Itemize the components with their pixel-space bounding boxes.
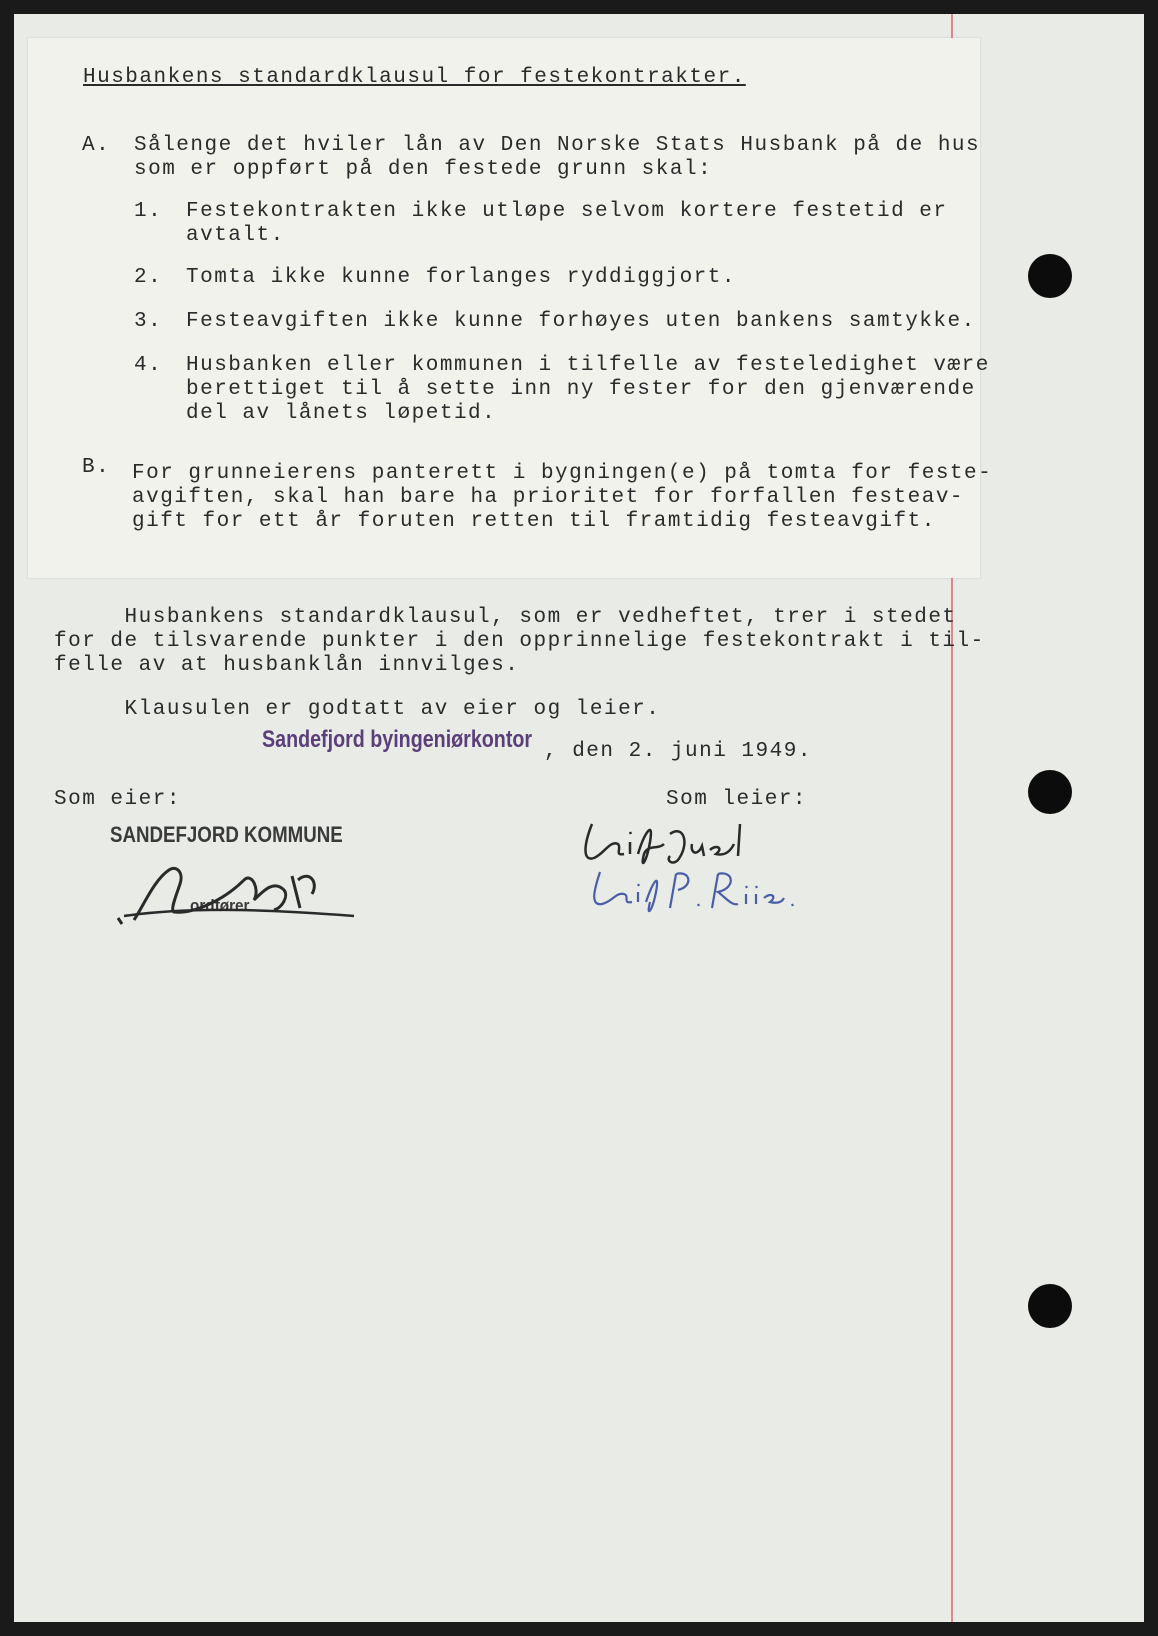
body-paragraph-line: Husbankens standardklausul, som er vedheftet, trer i stedet — [54, 606, 957, 629]
owner-label: Som eier: — [54, 788, 181, 811]
item-number: 1. — [134, 200, 163, 223]
clause-b-label: B. — [82, 456, 111, 479]
clause-a-line: Sålenge det hviler lån av Den Norske Stats Husbank på de hus — [134, 134, 981, 157]
clause-b-line: For grunneierens panterett i bygningen(e) på tomta for feste- — [132, 462, 993, 485]
date-line: , den 2. juni 1949. — [544, 740, 812, 763]
item-text: Festeavgiften ikke kunne forhøyes uten bankens samtykke. — [186, 310, 976, 333]
item-text: del av lånets løpetid. — [186, 402, 497, 425]
item-number: 2. — [134, 266, 163, 289]
document-page — [14, 14, 1144, 1622]
body-paragraph-line: felle av at husbanklån innvilges. — [54, 654, 520, 677]
owner-title-stamp: ordfører — [190, 896, 250, 915]
item-text: avtalt. — [186, 224, 285, 247]
item-text: Husbanken eller kommunen i tilfelle av festeledighet være — [186, 354, 990, 377]
punch-hole — [1028, 770, 1072, 814]
tenant-label: Som leier: — [666, 788, 808, 811]
item-text: Tomta ikke kunne forlanges ryddiggjort. — [186, 266, 736, 289]
item-number: 3. — [134, 310, 163, 333]
place-stamp: Sandefjord byingeniørkontor — [262, 726, 533, 753]
attached-clause-slip — [28, 38, 993, 578]
item-text: berettiget til å sette inn ny fester for den gjenværende — [186, 378, 976, 401]
slip-title: Husbankens standardklausul for festekontrakter. — [83, 66, 746, 89]
item-text: Festekontrakten ikke utløpe selvom kortere festetid er — [186, 200, 948, 223]
item-number: 4. — [134, 354, 163, 377]
acceptance-line: Klausulen er godtatt av eier og leier. — [54, 698, 661, 721]
owner-signature — [114, 850, 374, 930]
clause-a-label: A. — [82, 134, 111, 157]
clause-b-line: avgiften, skal han bare ha prioritet for forfallen festeav- — [132, 486, 965, 509]
clause-b-line: gift for ett år foruten retten til framtidig festeavgift. — [132, 510, 936, 533]
punch-hole — [1028, 254, 1072, 298]
tenant-signature-2 — [586, 864, 806, 924]
clause-a-line: som er oppført på den festede grunn skal: — [134, 158, 713, 181]
owner-stamp: SANDEFJORD KOMMUNE — [110, 822, 343, 847]
punch-hole — [1028, 1284, 1072, 1328]
body-paragraph-line: for de tilsvarende punkter i den opprinnelige festekontrakt i til- — [54, 630, 985, 653]
